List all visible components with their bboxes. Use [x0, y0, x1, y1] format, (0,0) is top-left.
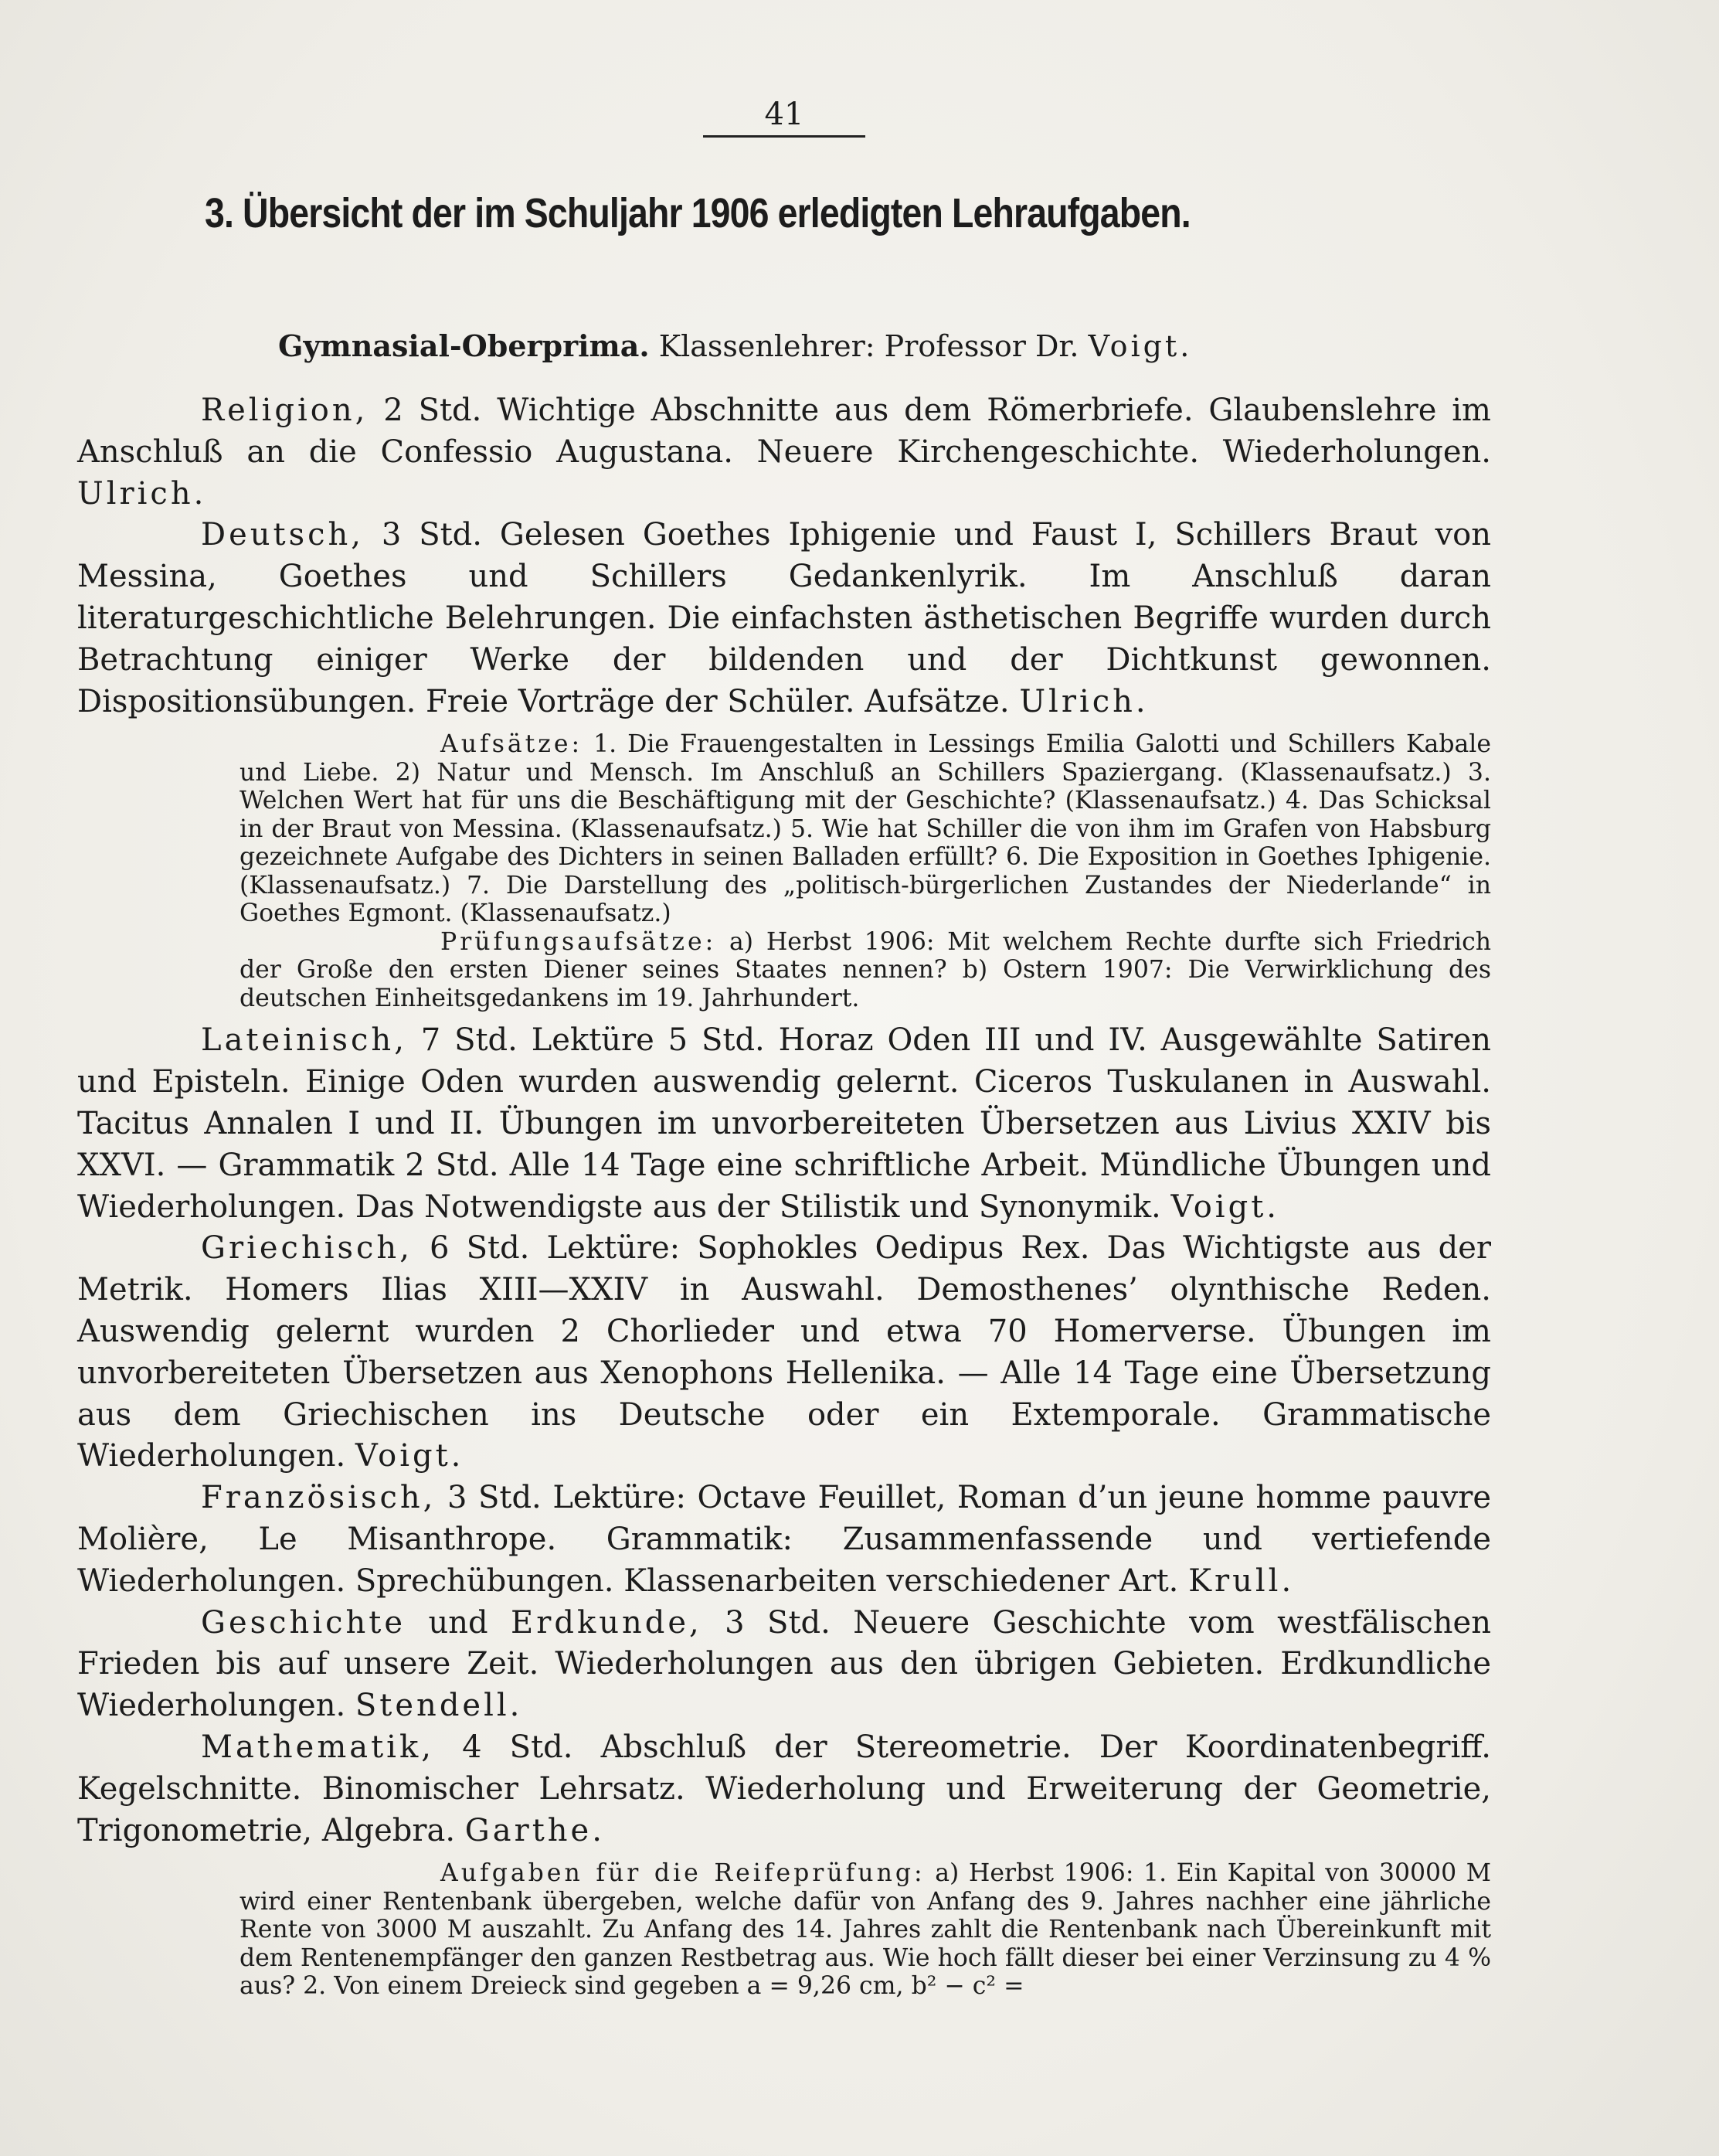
essay-text: 1. Die Frauengestalten in Lessings Emilia Galotti und Schillers Kabale und Liebe. 2) Natur und Mensch. Im Anschluß an Schillers Spaziergang. (Klassenaufsatz.) 3. Welchen Wert hat für uns die Beschäftigung mit der Geschichte? (Klassenaufsatz.) 4. Das Schicksal in der Braut von Messina. (Klassenaufsatz.) 5. Wie hat Schiller die von ihm im Grafen von Habsburg gezeichnete Aufgabe des Dichters in seinen Balladen erfüllt? 6. Die Exposition in Goethes Iphigenie. (Klassenaufsatz.) 7. Die Darstellung des „politisch-bürgerlichen Zustandes der Niederlande“ in Goethes Egmont. (Klassenaufsatz.)	[240, 730, 1491, 928]
section-geschichte	[77, 1603, 1491, 1727]
section-mathematik	[77, 1727, 1491, 1852]
section-text: 3 Std. Gelesen Goethes Iphigenie und Faust I, Schillers Braut von Messina, Goethes und Schillers Gedankenlyrik. Im Anschluß daran literaturgeschichtliche Belehrungen. Die einfachsten ästhetischen Begriffe wurden durch Betrachtung einiger Werke der bildenden und der Dichtkunst gewonnen. Dispositionsübungen. Freie Vorträge der Schüler. Aufsätze.	[77, 517, 1492, 719]
subject-label: Griechisch,	[201, 1230, 413, 1267]
teacher-label: Klassenlehrer: Professor Dr.	[658, 329, 1079, 363]
teacher-name: Ulrich.	[77, 475, 207, 512]
teacher-name: Voigt.	[1170, 1189, 1279, 1225]
section-latein	[77, 1020, 1491, 1228]
subject-label: Französisch,	[201, 1480, 437, 1516]
subject-label: Mathematik,	[201, 1729, 434, 1765]
subject-label: Deutsch,	[201, 517, 364, 553]
exam-tasks-text: a) Herbst 1906: 1. Ein Kapital von 30000 M wird einer Rentenbank übergeben, welche dafür von Anfang des 9. Jahres nachher eine jährliche Rente von 3000 M auszahlt. Zu Anfang des 14. Jahres zahlt die Rentenbank nach Übereinkunft mit dem Rentenempfänger den ganzen Restbetrag aus. Wie hoch fällt dieser bei einer Verzinsung zu 4 % aus? 2. Von einem Dreieck sind gegeben a = 9,26 cm, b² − c² =	[240, 1859, 1491, 2001]
teacher-name: Ulrich.	[1019, 683, 1149, 719]
page-number: 41	[703, 97, 865, 138]
class-name: Gymnasial-Oberprima.	[278, 328, 650, 363]
teacher-name: Voigt.	[1088, 329, 1193, 363]
section-deutsch	[77, 515, 1491, 723]
essay-topics	[240, 730, 1491, 928]
exam-essay-topics	[240, 928, 1491, 1013]
section-text: 3 Std. Lektüre: Octave Feuillet, Roman d’un jeune homme pauvre Molière, Le Misanthrope. Grammatik: Zusammenfassende und vertiefende Wiederholungen. Sprechübungen. Klassenarbeiten verschiedener Art.	[77, 1480, 1491, 1599]
page-title: 3. Übersicht der im Schuljahr 1906 erledigten Lehraufgaben.	[205, 190, 1191, 236]
section-religion	[77, 390, 1491, 515]
teacher-name: Krull.	[1188, 1563, 1295, 1599]
exam-tasks-block	[240, 1852, 1491, 2001]
exam-tasks	[240, 1859, 1491, 2001]
subject-label: Religion,	[201, 393, 369, 428]
subject-label: Geschichte	[201, 1604, 406, 1641]
section-text: 6 Std. Lektüre: Sophokles Oedipus Rex. Das Wichtigste aus der Metrik. Homers Ilias XIII—XXIV in Auswahl. Demosthenes’ olynthische Reden. Auswendig gelernt wurden 2 Chorlieder und etwa 70 Homerverse. Übungen im unvorbereiteten Übersetzen aus Xenophons Hellenika. — Alle 14 Tage eine Übersetzung aus dem Griechischen ins Deutsche oder ein Extemporale. Grammatische Wiederholungen.	[77, 1230, 1491, 1474]
essay-topics-block	[240, 723, 1491, 1020]
essay-label: Aufsätze:	[440, 730, 583, 759]
teacher-name: Stendell.	[355, 1688, 523, 1724]
exam-essay-text: a) Herbst 1906: Mit welchem Rechte durfte sich Friedrich der Große den ersten Diener seines Staates nennen? b) Ostern 1907: Die Verwirklichung des deutschen Einheitsgedankens im 19. Jahrhundert.	[240, 927, 1492, 1012]
exam-tasks-label: Aufgaben für die Reifeprüfung:	[440, 1859, 926, 1888]
subject-conjunction: und	[428, 1604, 488, 1641]
teacher-name: Garthe.	[464, 1812, 605, 1848]
section-text: 3 Std. Neuere Geschichte vom westfälischen Frieden bis auf unsere Zeit. Wiederholungen aus den übrigen Gebieten. Erdkundliche Wiederholungen.	[77, 1604, 1491, 1724]
section-franzoesisch	[77, 1478, 1491, 1602]
section-text: 7 Std. Lektüre 5 Std. Horaz Oden III und IV. Ausgewählte Satiren und Episteln. Einige Oden wurden auswendig gelernt. Ciceros Tuskulanen in Auswahl. Tacitus Annalen I und II. Übungen im unvorbereiteten Übersetzen aus Livius XXIV bis XXVI. — Grammatik 2 Std. Alle 14 Tage eine schriftliche Arbeit. Mündliche Übungen und Wiederholungen. Das Notwendigste aus der Stilistik und Synonymik.	[77, 1022, 1492, 1225]
section-griechisch	[77, 1228, 1491, 1478]
class-heading	[278, 328, 1437, 363]
subject-label: Lateinisch,	[201, 1022, 407, 1059]
teacher-name: Voigt.	[355, 1438, 464, 1474]
exam-essay-label: Prüfungsaufsätze:	[440, 927, 717, 956]
section-text: 2 Std. Wichtige Abschnitte aus dem Römerbriefe. Glaubenslehre im Anschluß an die Confessio Augustana. Neuere Kirchengeschichte. Wiederholungen.	[77, 393, 1491, 470]
subject-label-2: Erdkunde,	[511, 1604, 702, 1641]
document-body	[77, 390, 1491, 2001]
section-text: 4 Std. Abschluß der Stereometrie. Der Koordinatenbegriff. Kegelschnitte. Binomischer Lehrsatz. Wiederholung und Erweiterung der Geometrie, Trigonometrie, Algebra.	[77, 1729, 1492, 1848]
